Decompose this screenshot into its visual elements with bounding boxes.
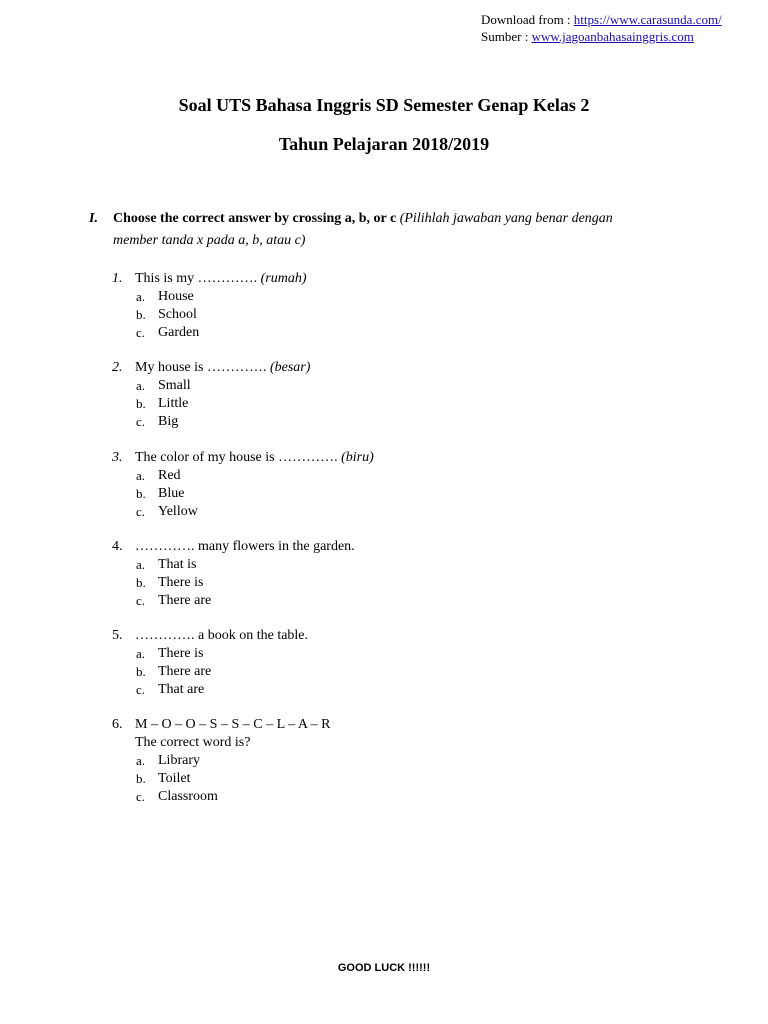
page-subtitle: Tahun Pelajaran 2018/2019 — [278, 134, 490, 154]
instruction-main: Choose the correct answer by crossing a, b, or c — [113, 211, 400, 226]
option-a[interactable] — [112, 752, 672, 770]
question-stem: …………. many flowers in the garden. — [135, 539, 355, 554]
question-text — [135, 715, 331, 734]
option-text: That is — [158, 557, 197, 572]
question-text — [135, 358, 310, 377]
option-a[interactable] — [112, 288, 672, 306]
question-number: 4. — [112, 539, 123, 554]
option-c[interactable] — [112, 324, 672, 342]
question-number: 1. — [112, 271, 123, 286]
question-text — [135, 448, 374, 467]
option-a[interactable] — [112, 645, 672, 663]
question-subtext: The correct word is? — [135, 735, 251, 750]
question-1 — [112, 269, 672, 342]
option-c[interactable] — [112, 503, 672, 521]
question-number: 3. — [112, 450, 123, 465]
section-instruction — [89, 208, 629, 252]
option-letter: c. — [136, 325, 146, 340]
option-letter: b. — [136, 396, 146, 411]
good-luck-footer: GOOD LUCK !!!!!! — [337, 962, 431, 974]
option-letter: c. — [136, 682, 146, 697]
download-label: Download from : — [481, 12, 574, 27]
instruction-text — [113, 208, 629, 252]
question-line — [112, 626, 672, 645]
option-letter: a. — [136, 468, 146, 483]
option-c[interactable] — [112, 592, 672, 610]
question-stem: The color of my house is …………. — [135, 450, 342, 465]
option-text: Blue — [158, 486, 185, 501]
question-number: 5. — [112, 628, 123, 643]
download-link[interactable]: https://www.carasunda.com/ — [573, 12, 722, 27]
question-text — [135, 626, 308, 645]
question-line — [112, 537, 672, 556]
option-text: Red — [158, 468, 181, 483]
option-letter: b. — [136, 486, 146, 501]
question-hint: (besar) — [269, 360, 311, 375]
option-text: Toilet — [158, 771, 191, 786]
option-letter: a. — [136, 557, 146, 572]
option-letter: c. — [136, 504, 146, 519]
option-text: Library — [158, 753, 200, 768]
question-hint: (biru) — [341, 450, 374, 465]
sumber-label: Sumber : — [481, 29, 532, 44]
option-letter: a. — [136, 289, 146, 304]
sumber-link[interactable]: www.jagoanbahasainggris.com — [531, 29, 694, 44]
option-letter: b. — [136, 307, 146, 322]
source-info — [481, 11, 722, 45]
option-text: That are — [158, 682, 205, 697]
sumber-line — [481, 28, 722, 45]
option-letter: a. — [136, 378, 146, 393]
option-b[interactable] — [112, 485, 672, 503]
option-a[interactable] — [112, 467, 672, 485]
option-b[interactable] — [112, 395, 672, 413]
question-6 — [112, 715, 672, 806]
question-3 — [112, 448, 672, 521]
section-number: I. — [89, 211, 98, 226]
option-text: Small — [158, 378, 191, 393]
option-text: Yellow — [158, 504, 198, 519]
question-hint: (rumah) — [260, 271, 307, 286]
question-5 — [112, 626, 672, 699]
option-c[interactable] — [112, 681, 672, 699]
option-b[interactable] — [112, 306, 672, 324]
question-number: 6. — [112, 717, 123, 732]
option-text: Big — [158, 414, 179, 429]
option-text: School — [158, 307, 197, 322]
option-text: House — [158, 289, 194, 304]
download-line — [481, 11, 722, 28]
page-title: Soal UTS Bahasa Inggris SD Semester Genap Kelas 2 — [178, 95, 590, 115]
option-text: Garden — [158, 325, 200, 340]
question-line — [112, 358, 672, 377]
option-letter: a. — [136, 646, 146, 661]
option-text: Classroom — [158, 789, 218, 804]
option-letter: a. — [136, 753, 146, 768]
question-stem: …………. a book on the table. — [135, 628, 309, 643]
option-letter: c. — [136, 789, 146, 804]
question-line — [112, 715, 672, 734]
option-letter: c. — [136, 414, 146, 429]
option-text: There is — [158, 646, 204, 661]
question-stem: My house is …………. — [135, 360, 270, 375]
option-text: There are — [158, 593, 212, 608]
option-letter: b. — [136, 664, 146, 679]
option-letter: b. — [136, 575, 146, 590]
option-c[interactable] — [112, 413, 672, 431]
question-2 — [112, 358, 672, 431]
instruction-translation: (Pilihlah jawaban yang benar dengan member tanda x pada a, b, atau c) — [113, 211, 613, 248]
question-text — [135, 537, 355, 556]
option-a[interactable] — [112, 377, 672, 395]
option-b[interactable] — [112, 663, 672, 681]
option-letter: b. — [136, 771, 146, 786]
question-line — [112, 448, 672, 467]
option-c[interactable] — [112, 788, 672, 806]
option-b[interactable] — [112, 574, 672, 592]
option-text: There are — [158, 664, 212, 679]
question-text — [135, 269, 307, 288]
question-4 — [112, 537, 672, 610]
question-line — [112, 269, 672, 288]
option-text: Little — [158, 396, 189, 411]
option-letter: c. — [136, 593, 146, 608]
option-a[interactable] — [112, 556, 672, 574]
question-stem: This is my …………. — [135, 271, 261, 286]
option-b[interactable] — [112, 770, 672, 788]
question-number: 2. — [112, 360, 123, 375]
question-stem: M – O – O – S – S – C – L – A – R — [135, 717, 331, 732]
option-text: There is — [158, 575, 204, 590]
